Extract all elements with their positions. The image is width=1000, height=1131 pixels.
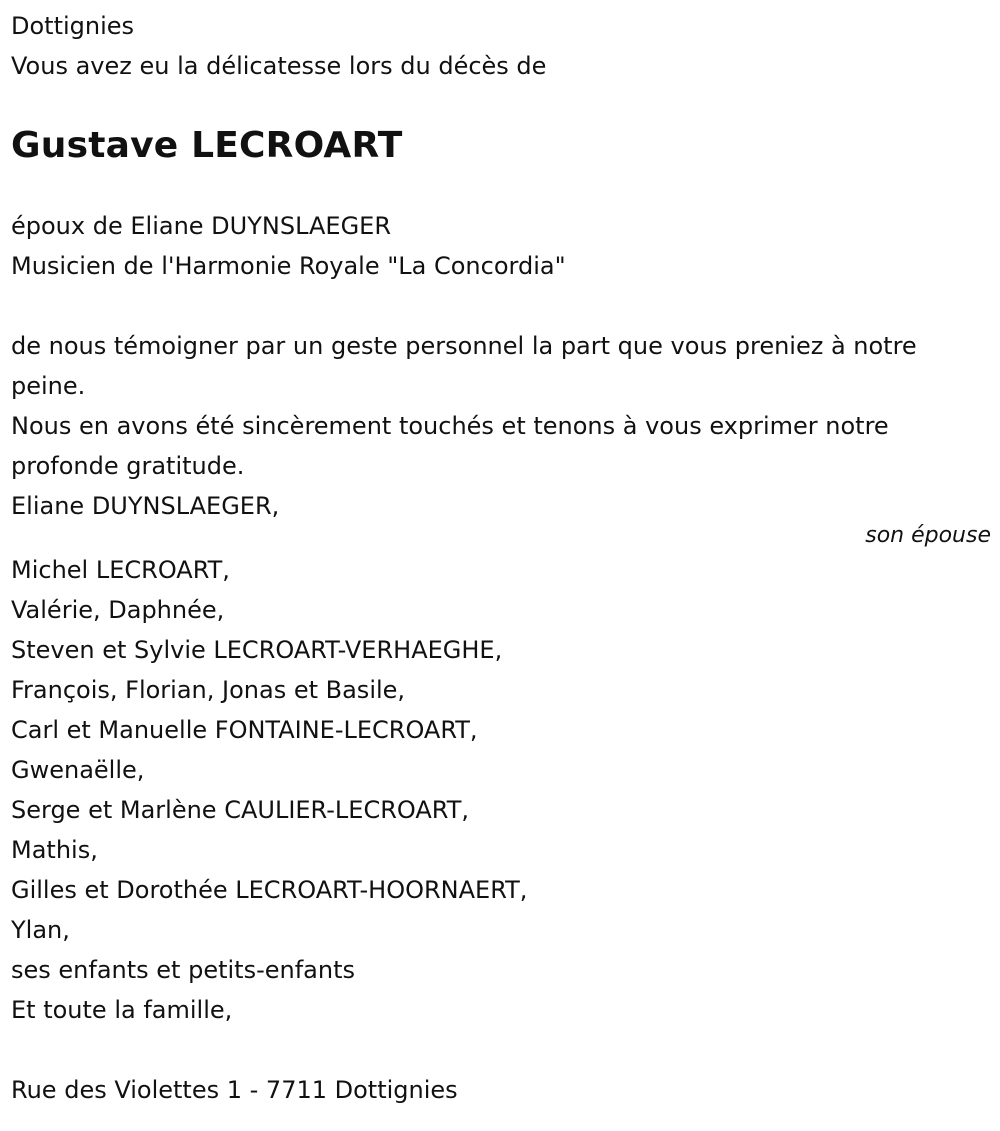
family-member: Et toute la famille, [11,996,233,1024]
family-spouse-role: son épouse [865,523,991,548]
family-member: Carl et Manuelle FONTAINE-LECROART, [11,716,478,744]
place-line: Dottignies [11,12,135,40]
intro-line: Vous avez eu la délicatesse lors du décès de [11,52,547,80]
message-sentence-1: de nous témoigner par un geste personnel la part que vous preniez à notre peine. [11,332,917,400]
spacer [11,1030,991,1070]
thank-you-notice [11,6,991,1110]
address-line: Rue des Violettes 1 - 7711 Dottignies [11,1076,458,1104]
spacer [11,286,991,326]
family-member: ses enfants et petits-enfants [11,956,356,984]
role-line: Musicien de l'Harmonie Royale "La Concordia" [11,252,566,280]
spouse-relation-line: époux de Eliane DUYNSLAEGER [11,212,392,240]
deceased-name: Gustave LECROART [11,125,403,166]
family-spouse-name: Eliane DUYNSLAEGER, [11,492,280,520]
family-member: Valérie, Daphnée, [11,596,225,624]
message-sentence-2: Nous en avons été sincèrement touchés et tenons à vous exprimer notre profonde gratitude. [11,412,889,480]
family-member: Serge et Marlène CAULIER-LECROART, [11,796,469,824]
family-member: Gwenaëlle, [11,756,145,784]
family-member: Ylan, [11,916,70,944]
family-member: Steven et Sylvie LECROART-VERHAEGHE, [11,636,503,664]
family-member: Gilles et Dorothée LECROART-HOORNAERT, [11,876,528,904]
family-member: Michel LECROART, [11,556,230,584]
family-member: François, Florian, Jonas et Basile, [11,676,406,704]
family-member: Mathis, [11,836,98,864]
